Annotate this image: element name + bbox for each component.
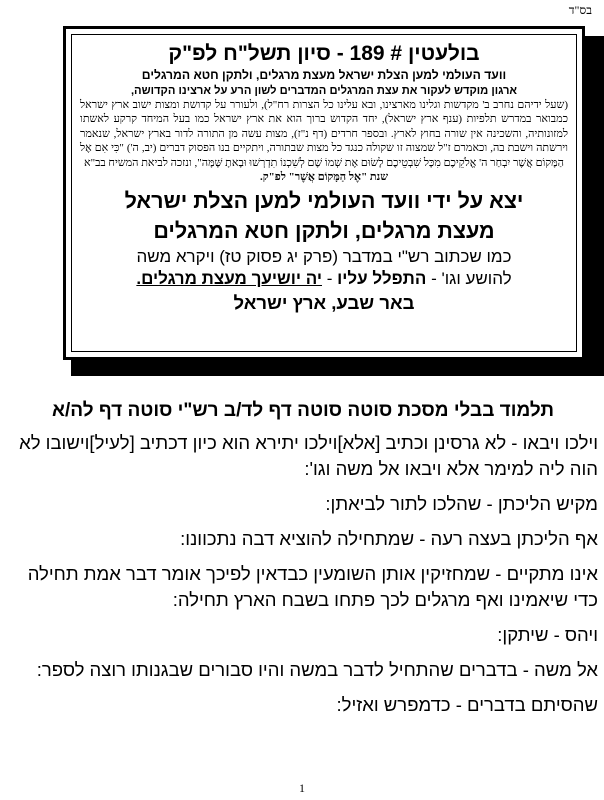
commentary-paragraph: ויהס - שיתקן: (497, 624, 598, 645)
commentary-paragraph: מקיש הליכתן - שהלכו לתור לביאתן: (325, 493, 598, 514)
commentary-paragraph: שהסיתם בדברים - כדמפרש ואזיל: (336, 694, 598, 715)
bulletin-title: בולעטין # 189 - סיון תשל"ח לפ"ק (168, 42, 480, 65)
bulletin-year-line: שנת "אֶל הַמָּקוֹם אֲשֶׁר" לפ"ק. (259, 171, 389, 184)
quote-prefix: להושע וגו' - (426, 269, 512, 289)
bulletin-box (63, 26, 585, 360)
section-title: תלמוד בבלי מסכת סוטה סוטה דף לד/ב רש"י סוטה דף לה/א (52, 400, 554, 421)
bulletin-inner-frame (71, 34, 577, 352)
bulletin-issued-line-2: מעצת מרגלים, ולתקן חטא המרגלים (153, 219, 495, 244)
bulletin-quote-line-2 (80, 268, 568, 290)
quote-blessing: יה יושיעך מעצת מרגלים. (136, 269, 322, 289)
quote-prayed: התפלל עליו (337, 269, 427, 289)
bulletin-org-line-1: וועד העולמי למען הצלת ישראל מעצת מרגלים, ולתקן חטא המרגלים (141, 68, 507, 82)
commentary-paragraph: אל משה - בדברים שהתחיל לדבר במשה והיו סבורים שבגנותו רוצה לספר: (36, 659, 598, 680)
page-number: 1 (299, 781, 305, 795)
bulletin-issued-line-1: יצא על ידי וועד העולמי למען הצלת ישראל (124, 189, 524, 214)
corner-mark: בס"ד (568, 3, 592, 17)
quote-dash: - (322, 269, 338, 289)
bulletin-org-line-2: ארגון מוקדש לעקור את עצת המרגלים המדברים לשון הרע על ארצינו הקדושה, (130, 85, 518, 97)
commentary-paragraph: אף הליכתן בעצה רעה - שמתחילה להוציא דבה נתכוונו: (180, 528, 598, 549)
bulletin-quote-line-1: כמו שכתוב רש"י במדבר (פרק יג פסוק טז) ויקרא משה (136, 247, 512, 267)
bulletin-place: באר שבע, ארץ ישראל (233, 292, 415, 314)
commentary-section (8, 398, 598, 727)
commentary-paragraph: וילכו ויבאו - לא גרסינן וכתיב [אלא]וילכו יתירא הוא כיון דכתיב [לעיל]וישובו לא הוה ליה למימר אלא ויבאו אל משה וגו': (19, 432, 598, 479)
bulletin-paragraph: (שעל ידיהם נחרב ב' מקדשות וגלינו מארצינו, ובא עלינו כל הצרות רח"ל), ולעורר על קדושת ומצות ישוב ארץ ישראל כמבואר במדרש תלפיות (ענף ארץ ישראל), יחד הקדוש ברוך הוא את ארץ ישראל כמו בעל המיחד קרקע לאשתו למזונותיה, והשכינה אין שורה בחוץ לארץ. ובספר חרדים (דף נ"ז), מצות עשה מן התורה לדור בארץ ישראל, שנאמר וירשתה וישבת בה, וכאמרם ז"ל שמצוה זו שקולה כנגד כל מצות שבתורה, ויתקיים בנו הפסוק דברים (יב, ה') "כִּי אִם אֶל הַמָּקוֹם אֲשֶׁר יִבְחַר ה' אֱלֹקֵיכֶם מִכָּל שִׁבְטֵיכֶם לָשׂוּם אֶת שְׁמוֹ שָׁם לְשִׁכְנוֹ תִדְרְשׁוּ וּבָאתָ שָּׁמָּה", ונזכה לביאת המשיח בב"א (80, 99, 568, 169)
commentary-paragraph: אינו מתקיים - שמחזיקין אותן השומעין כבדאין לפיכך אומר דבר אמת תחילה כדי שיאמינו ואף מרגלים לכך פתחו בשבח הארץ תחילה: (27, 563, 598, 610)
